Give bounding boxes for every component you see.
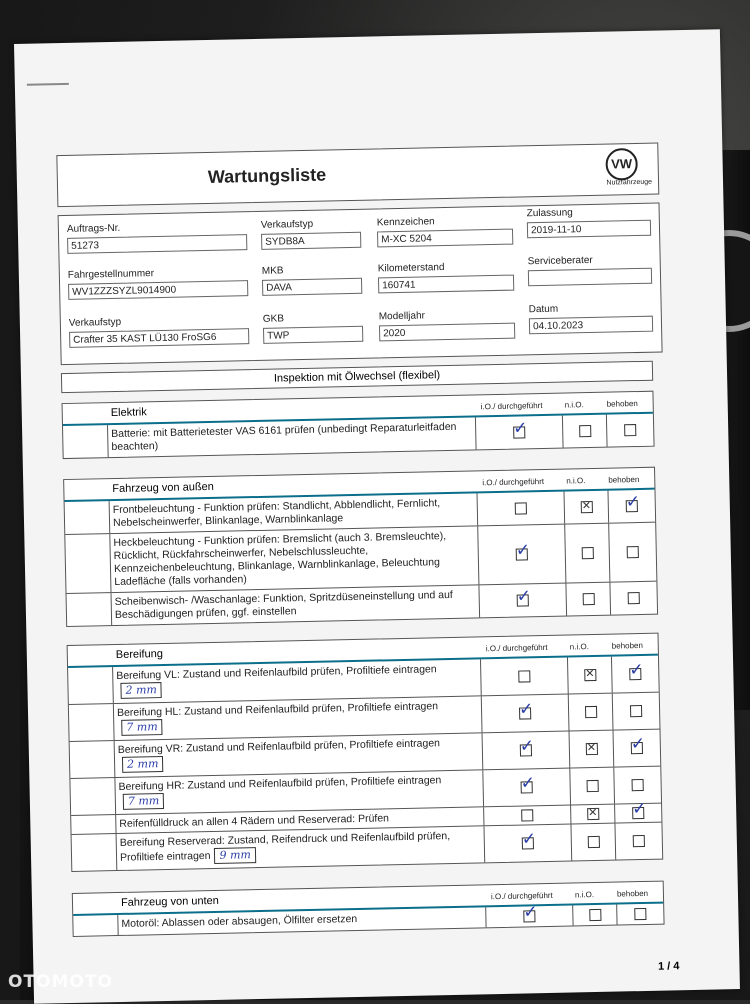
verkaufstyp-label: Verkaufstyp — [68, 316, 122, 329]
row-description — [118, 773, 479, 810]
vehicle-info-box — [58, 203, 663, 366]
status-cell-nio — [567, 657, 613, 694]
status-cell-nio — [569, 768, 615, 805]
checkbox-nio[interactable] — [587, 780, 599, 792]
datum-field: 04.10.2023 — [529, 316, 653, 335]
vw-logo-icon: VW — [605, 148, 638, 181]
checkbox-io[interactable] — [516, 548, 528, 560]
status-cell-behoben — [612, 693, 660, 730]
row-margin-cell — [70, 741, 116, 778]
tread-depth-entry[interactable]: 7 mm — [121, 719, 163, 736]
section-fahrzeug-aussen — [63, 467, 658, 627]
checkbox-nio[interactable] — [581, 501, 593, 513]
status-cell-nio — [565, 583, 611, 616]
vw-logo-subtitle: Nutzfahrzeuge — [606, 178, 653, 187]
row-margin-cell — [65, 501, 111, 534]
checkbox-io[interactable] — [520, 744, 532, 756]
status-cell-io — [476, 416, 563, 450]
column-header-io: i.O./ durchgeführt — [485, 642, 548, 654]
row-description-text: Bereifung VR: Zustand und Reifenlaufbild prüfen, Profiltiefe eintragen — [117, 737, 441, 756]
row-status-cells — [480, 656, 659, 696]
row-description-text: Bereifung HR: Zustand und Reifenlaufbild prüfen, Profiltiefe eintragen — [118, 774, 442, 793]
status-cell-io — [483, 769, 570, 807]
row-description-text: Reifenfülldruck an allen 4 Rädern und Reserverad: Prüfen — [119, 812, 390, 830]
checkbox-nio[interactable] — [582, 547, 594, 559]
checkbox-nio[interactable] — [586, 743, 598, 755]
row-description — [115, 588, 475, 622]
page-number: 1 / 4 — [657, 960, 680, 973]
checkbox-nio[interactable] — [579, 425, 591, 437]
section-elektrik — [62, 391, 655, 459]
status-cell-io — [483, 732, 570, 770]
gkb-label: GKB — [262, 313, 285, 325]
row-status-cells — [481, 693, 660, 733]
row-status-cells — [482, 730, 661, 770]
kilometerstand-field: 160741 — [378, 275, 514, 294]
checkbox-io[interactable] — [513, 426, 525, 438]
status-cell-nio — [570, 805, 615, 824]
verkaufstyp-code-label: Verkaufstyp — [260, 218, 314, 231]
row-status-cells — [483, 804, 661, 826]
status-cell-nio — [568, 694, 614, 731]
checkbox-io[interactable] — [522, 837, 534, 849]
row-margin-cell — [69, 704, 115, 741]
row-description — [120, 829, 481, 866]
status-cell-behoben — [616, 904, 663, 925]
status-cell-io — [479, 584, 566, 618]
status-cell-nio — [570, 824, 616, 861]
row-description — [118, 736, 479, 773]
checkbox-io[interactable] — [519, 707, 531, 719]
checkbox-io[interactable] — [517, 594, 529, 606]
status-cell-io — [486, 905, 572, 927]
checkbox-behoben[interactable] — [633, 835, 645, 847]
modelljahr-label: Modelljahr — [378, 310, 426, 323]
status-cell-io — [482, 695, 569, 733]
row-description-text: Heckbeleuchtung - Funktion prüfen: Bremslicht (auch 3. Bremsleuchte), Rücklicht, Rückfahrscheinwerfer, Nebelschlussleuchte, Kennzeichenbeleuchtung, Blinkanlage, Warnblinkanlage, Beleuchtung Ladefläche (falls vorhanden) — [113, 530, 447, 589]
row-margin-cell — [70, 778, 116, 815]
checkbox-behoben[interactable] — [632, 807, 644, 819]
status-cell-io — [484, 825, 571, 863]
row-margin-cell — [73, 915, 118, 936]
staple — [27, 83, 69, 86]
row-description — [113, 529, 474, 589]
tread-depth-entry[interactable]: 2 mm — [120, 682, 162, 699]
row-status-cells — [483, 823, 662, 863]
gkb-field: TWP — [263, 326, 363, 344]
checkbox-nio[interactable] — [589, 909, 601, 921]
status-cell-io — [478, 492, 565, 526]
row-margin-cell — [63, 425, 109, 458]
row-description — [121, 910, 481, 931]
column-header-behoben: behoben — [616, 888, 649, 899]
tread-depth-entry[interactable]: 9 mm — [214, 847, 256, 864]
section-title: Fahrzeug von unten — [120, 894, 219, 909]
row-status-cells — [477, 490, 656, 526]
section-fahrzeug-unten — [72, 881, 665, 937]
row-description-text: Bereifung Reserverad: Zustand, Reifendruck und Reifenlaufbild prüfen, Profiltiefe eintragen — [119, 830, 451, 864]
column-header-behoben: behoben — [606, 399, 638, 409]
checkbox-io[interactable] — [523, 910, 535, 922]
status-cell-behoben — [613, 767, 661, 804]
tread-depth-entry[interactable]: 7 mm — [123, 793, 165, 810]
row-description — [116, 662, 477, 699]
row-description — [113, 496, 473, 530]
column-header-behoben: behoben — [611, 640, 643, 651]
column-header-io: i.O./ durchgeführt — [480, 401, 543, 412]
section-title: Fahrzeug von außen — [112, 480, 214, 496]
column-header-io: i.O./ durchgeführt — [490, 890, 553, 902]
checkbox-nio[interactable] — [588, 836, 600, 848]
row-status-cells — [478, 582, 657, 618]
sheet-title: Wartungsliste — [207, 164, 327, 187]
verkaufstyp-field: Crafter 35 KAST LÜ130 FroSG6 — [69, 328, 249, 348]
checkbox-io[interactable] — [521, 781, 533, 793]
row-margin-cell — [72, 834, 118, 871]
mkb-field: DAVA — [262, 278, 362, 296]
zulassung-label: Zulassung — [526, 207, 573, 220]
checkbox-nio[interactable] — [584, 669, 596, 681]
status-cell-io — [478, 525, 565, 585]
row-description-text: Bereifung VL: Zustand und Reifenlaufbild prüfen, Profiltiefe eintragen — [116, 663, 437, 682]
modelljahr-field: 2020 — [379, 323, 515, 342]
status-cell-io — [481, 658, 568, 696]
column-header-nio: n.i.O. — [569, 642, 589, 652]
row-margin-cell — [68, 667, 114, 704]
status-cell-behoben — [614, 804, 661, 823]
checkbox-nio[interactable] — [587, 808, 599, 820]
row-status-cells — [477, 523, 656, 585]
row-margin-cell — [65, 534, 111, 593]
kennzeichen-field: M-XC 5204 — [377, 229, 513, 248]
kennzeichen-label: Kennzeichen — [376, 216, 435, 229]
status-cell-behoben — [614, 823, 662, 860]
row-description-text: Bereifung HL: Zustand und Reifenlaufbild prüfen, Profiltiefe eintragen — [116, 700, 439, 719]
checkbox-behoben[interactable] — [630, 705, 642, 717]
status-cell-behoben — [607, 490, 655, 523]
checkbox-behoben[interactable] — [624, 424, 636, 436]
column-header-io: i.O./ durchgeführt — [482, 476, 545, 488]
checkbox-behoben[interactable] — [626, 500, 638, 512]
status-cell-io — [484, 806, 570, 826]
row-description-text: Batterie: mit Batterietester VAS 6161 prüfen (unbedingt Reparaturleitfaden beachten) — [111, 420, 457, 454]
checkbox-io[interactable] — [518, 670, 530, 682]
row-status-cells — [485, 904, 663, 928]
status-cell-nio — [562, 415, 608, 448]
row-description-text: Frontbeleuchtung - Funktion prüfen: Standlicht, Abblendlicht, Fernlicht, Nebelscheinwerfer, Blinkanlage, Warnblinkanlage — [112, 497, 441, 530]
status-cell-nio — [564, 524, 610, 583]
checkbox-behoben[interactable] — [631, 742, 643, 754]
watermark-logo: OTOMOTO — [8, 972, 113, 992]
column-header-nio: n.i.O. — [564, 400, 584, 410]
row-description — [111, 421, 471, 455]
checkbox-nio[interactable] — [585, 706, 597, 718]
row-description-text: Scheibenwisch- /Waschanlage: Funktion, Spritzdüseneinstellung und auf Beschädigungen prüfen, ggf. einstellen — [114, 588, 453, 622]
row-margin-cell — [71, 815, 116, 834]
status-cell-nio — [569, 731, 615, 768]
auftrags-nr-field: 51273 — [67, 234, 247, 254]
row-status-cells — [475, 414, 654, 450]
column-header-behoben: behoben — [608, 474, 640, 485]
checkbox-behoben[interactable] — [629, 668, 641, 680]
mkb-label: MKB — [261, 265, 284, 277]
checkbox-io[interactable] — [515, 502, 527, 514]
section-title: Bereifung — [115, 648, 164, 662]
serviceberater-field — [528, 268, 652, 287]
status-cell-nio — [563, 491, 609, 524]
kilometerstand-label: Kilometerstand — [377, 262, 445, 275]
status-cell-behoben — [608, 523, 656, 582]
status-cell-behoben — [609, 582, 657, 615]
status-cell-behoben — [613, 730, 661, 767]
fahrgestellnummer-field: WV1ZZZSYZL9014900 — [68, 280, 248, 300]
row-margin-cell — [67, 593, 113, 626]
checkbox-behoben[interactable] — [634, 908, 646, 920]
sheet-header — [56, 143, 659, 208]
checkbox-behoben[interactable] — [632, 779, 644, 791]
fahrgestellnummer-label: Fahrgestellnummer — [67, 268, 155, 281]
checkbox-behoben[interactable] — [627, 546, 639, 558]
column-header-nio: n.i.O. — [566, 476, 586, 486]
section-title: Elektrik — [110, 406, 147, 420]
status-cell-nio — [572, 905, 617, 926]
row-description-text: Motoröl: Ablassen oder absaugen, Ölfilter ersetzen — [121, 913, 358, 930]
auftrags-nr-label: Auftrags-Nr. — [66, 222, 121, 235]
serviceberater-label: Serviceberater — [527, 254, 593, 268]
inspection-title: Inspektion mit Ölwechsel (flexibel) — [61, 361, 653, 393]
maintenance-sheet — [14, 29, 740, 1004]
status-cell-behoben — [611, 656, 659, 693]
tread-depth-entry[interactable]: 2 mm — [122, 756, 164, 773]
zulassung-field: 2019-11-10 — [527, 220, 651, 239]
checkbox-behoben[interactable] — [628, 592, 640, 604]
row-description — [117, 699, 478, 736]
checkbox-nio[interactable] — [583, 593, 595, 605]
verkaufstyp-code-field: SYDB8A — [261, 232, 361, 250]
checkbox-io[interactable] — [521, 809, 533, 821]
section-bereifung — [67, 633, 664, 872]
column-header-nio: n.i.O. — [574, 890, 595, 900]
status-cell-behoben — [606, 414, 654, 447]
datum-label: Datum — [528, 303, 559, 316]
